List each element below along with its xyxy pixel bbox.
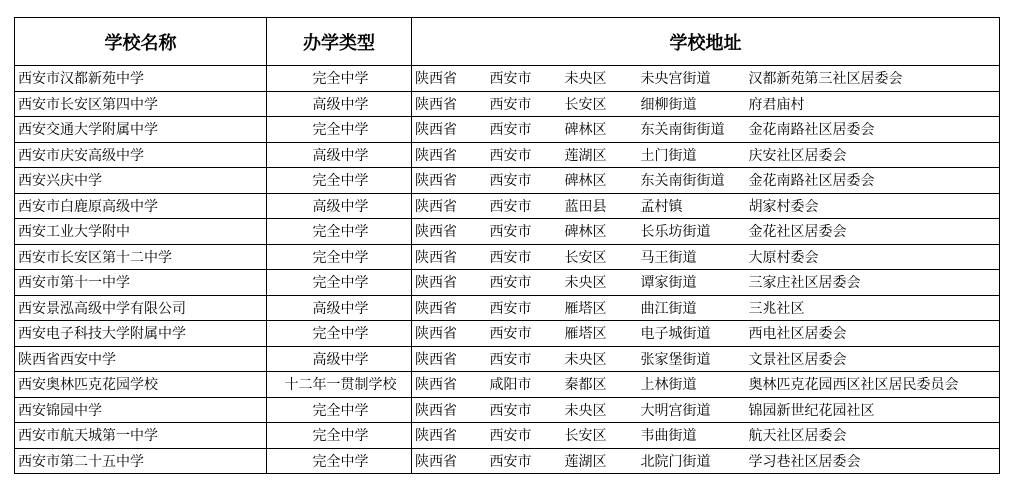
community-cell: 府君庙村	[746, 91, 1000, 117]
district-cell: 秦都区	[562, 372, 638, 398]
community-cell: 三家庄社区居委会	[746, 270, 1000, 296]
table-row	[15, 142, 1000, 168]
table-row	[15, 168, 1000, 194]
school-name-cell: 西安市长安区第十二中学	[15, 244, 267, 270]
province-cell: 陕西省	[412, 244, 487, 270]
school-type-cell: 高级中学	[267, 91, 412, 117]
province-cell: 陕西省	[412, 270, 487, 296]
street-cell: 孟村镇	[638, 193, 746, 219]
community-cell: 金花南路社区居委会	[746, 117, 1000, 143]
school-name-cell: 西安市庆安高级中学	[15, 142, 267, 168]
community-cell: 汉都新苑第三社区居委会	[746, 66, 1000, 92]
header-row	[15, 18, 1000, 66]
school-type-cell: 完全中学	[267, 66, 412, 92]
school-name-cell: 西安电子科技大学附属中学	[15, 321, 267, 347]
district-cell: 碑林区	[562, 219, 638, 245]
community-cell: 西电社区居委会	[746, 321, 1000, 347]
street-cell: 曲江街道	[638, 295, 746, 321]
city-cell: 西安市	[487, 168, 562, 194]
province-cell: 陕西省	[412, 168, 487, 194]
province-cell: 陕西省	[412, 117, 487, 143]
table-row	[15, 448, 1000, 474]
city-cell: 西安市	[487, 117, 562, 143]
city-cell: 西安市	[487, 270, 562, 296]
school-type-cell: 完全中学	[267, 321, 412, 347]
table-row	[15, 270, 1000, 296]
school-name-cell: 西安市白鹿原高级中学	[15, 193, 267, 219]
table-row	[15, 397, 1000, 423]
street-cell: 东关南街街道	[638, 168, 746, 194]
district-cell: 长安区	[562, 91, 638, 117]
city-cell: 西安市	[487, 321, 562, 347]
district-cell: 长安区	[562, 423, 638, 449]
community-cell: 胡家村委会	[746, 193, 1000, 219]
street-cell: 电子城街道	[638, 321, 746, 347]
street-cell: 东关南街街道	[638, 117, 746, 143]
school-type-cell: 完全中学	[267, 397, 412, 423]
district-cell: 雁塔区	[562, 321, 638, 347]
community-cell: 学习巷社区居委会	[746, 448, 1000, 474]
school-type-cell: 完全中学	[267, 168, 412, 194]
district-cell: 未央区	[562, 397, 638, 423]
school-type-cell: 高级中学	[267, 295, 412, 321]
school-name-cell: 西安锦园中学	[15, 397, 267, 423]
table-row	[15, 193, 1000, 219]
district-cell: 未央区	[562, 270, 638, 296]
school-type-cell: 完全中学	[267, 219, 412, 245]
school-name-cell: 西安奥林匹克花园学校	[15, 372, 267, 398]
district-cell: 蓝田县	[562, 193, 638, 219]
community-cell: 金花南路社区居委会	[746, 168, 1000, 194]
province-cell: 陕西省	[412, 372, 487, 398]
district-cell: 莲湖区	[562, 448, 638, 474]
district-cell: 碑林区	[562, 168, 638, 194]
street-cell: 张家堡街道	[638, 346, 746, 372]
street-cell: 谭家街道	[638, 270, 746, 296]
table-row	[15, 117, 1000, 143]
school-type-cell: 高级中学	[267, 193, 412, 219]
header-school-type: 办学类型	[267, 18, 412, 66]
school-type-cell: 完全中学	[267, 270, 412, 296]
community-cell: 锦园新世纪花园社区	[746, 397, 1000, 423]
province-cell: 陕西省	[412, 193, 487, 219]
province-cell: 陕西省	[412, 448, 487, 474]
street-cell: 长乐坊街道	[638, 219, 746, 245]
table-row	[15, 321, 1000, 347]
city-cell: 西安市	[487, 346, 562, 372]
city-cell: 咸阳市	[487, 372, 562, 398]
city-cell: 西安市	[487, 66, 562, 92]
school-name-cell: 西安市第二十五中学	[15, 448, 267, 474]
district-cell: 未央区	[562, 66, 638, 92]
school-name-cell: 西安兴庆中学	[15, 168, 267, 194]
province-cell: 陕西省	[412, 397, 487, 423]
street-cell: 马王街道	[638, 244, 746, 270]
school-type-cell: 完全中学	[267, 448, 412, 474]
school-name-cell: 西安市汉都新苑中学	[15, 66, 267, 92]
community-cell: 大原村委会	[746, 244, 1000, 270]
province-cell: 陕西省	[412, 423, 487, 449]
school-name-cell: 西安交通大学附属中学	[15, 117, 267, 143]
city-cell: 西安市	[487, 295, 562, 321]
school-table	[14, 17, 1000, 474]
table-row	[15, 372, 1000, 398]
community-cell: 文景社区居委会	[746, 346, 1000, 372]
community-cell: 三兆社区	[746, 295, 1000, 321]
table-row	[15, 91, 1000, 117]
province-cell: 陕西省	[412, 219, 487, 245]
city-cell: 西安市	[487, 423, 562, 449]
street-cell: 上林街道	[638, 372, 746, 398]
school-type-cell: 完全中学	[267, 244, 412, 270]
district-cell: 碑林区	[562, 117, 638, 143]
province-cell: 陕西省	[412, 66, 487, 92]
district-cell: 雁塔区	[562, 295, 638, 321]
table-header	[15, 18, 1000, 66]
community-cell: 庆安社区居委会	[746, 142, 1000, 168]
street-cell: 土门街道	[638, 142, 746, 168]
community-cell: 航天社区居委会	[746, 423, 1000, 449]
city-cell: 西安市	[487, 244, 562, 270]
street-cell: 未央宫街道	[638, 66, 746, 92]
school-name-cell: 西安市航天城第一中学	[15, 423, 267, 449]
table-row	[15, 219, 1000, 245]
city-cell: 西安市	[487, 397, 562, 423]
street-cell: 大明宫街道	[638, 397, 746, 423]
table-row	[15, 346, 1000, 372]
table-row	[15, 295, 1000, 321]
table-row	[15, 244, 1000, 270]
school-type-cell: 高级中学	[267, 142, 412, 168]
province-cell: 陕西省	[412, 91, 487, 117]
province-cell: 陕西省	[412, 142, 487, 168]
school-name-cell: 西安景泓高级中学有限公司	[15, 295, 267, 321]
table-row	[15, 66, 1000, 92]
city-cell: 西安市	[487, 219, 562, 245]
district-cell: 未央区	[562, 346, 638, 372]
community-cell: 奥林匹克花园西区社区居民委员会	[746, 372, 1000, 398]
table-row	[15, 423, 1000, 449]
street-cell: 北院门街道	[638, 448, 746, 474]
header-school-address: 学校地址	[412, 18, 1000, 66]
district-cell: 莲湖区	[562, 142, 638, 168]
province-cell: 陕西省	[412, 295, 487, 321]
city-cell: 西安市	[487, 91, 562, 117]
school-name-cell: 西安工业大学附中	[15, 219, 267, 245]
community-cell: 金花社区居委会	[746, 219, 1000, 245]
header-school-name: 学校名称	[15, 18, 267, 66]
school-type-cell: 完全中学	[267, 423, 412, 449]
school-name-cell: 西安市第十一中学	[15, 270, 267, 296]
school-type-cell: 高级中学	[267, 346, 412, 372]
city-cell: 西安市	[487, 193, 562, 219]
school-name-cell: 西安市长安区第四中学	[15, 91, 267, 117]
street-cell: 细柳街道	[638, 91, 746, 117]
province-cell: 陕西省	[412, 346, 487, 372]
school-type-cell: 完全中学	[267, 117, 412, 143]
school-type-cell: 十二年一贯制学校	[267, 372, 412, 398]
school-name-cell: 陕西省西安中学	[15, 346, 267, 372]
city-cell: 西安市	[487, 142, 562, 168]
district-cell: 长安区	[562, 244, 638, 270]
city-cell: 西安市	[487, 448, 562, 474]
street-cell: 韦曲街道	[638, 423, 746, 449]
province-cell: 陕西省	[412, 321, 487, 347]
table-body	[15, 66, 1000, 474]
